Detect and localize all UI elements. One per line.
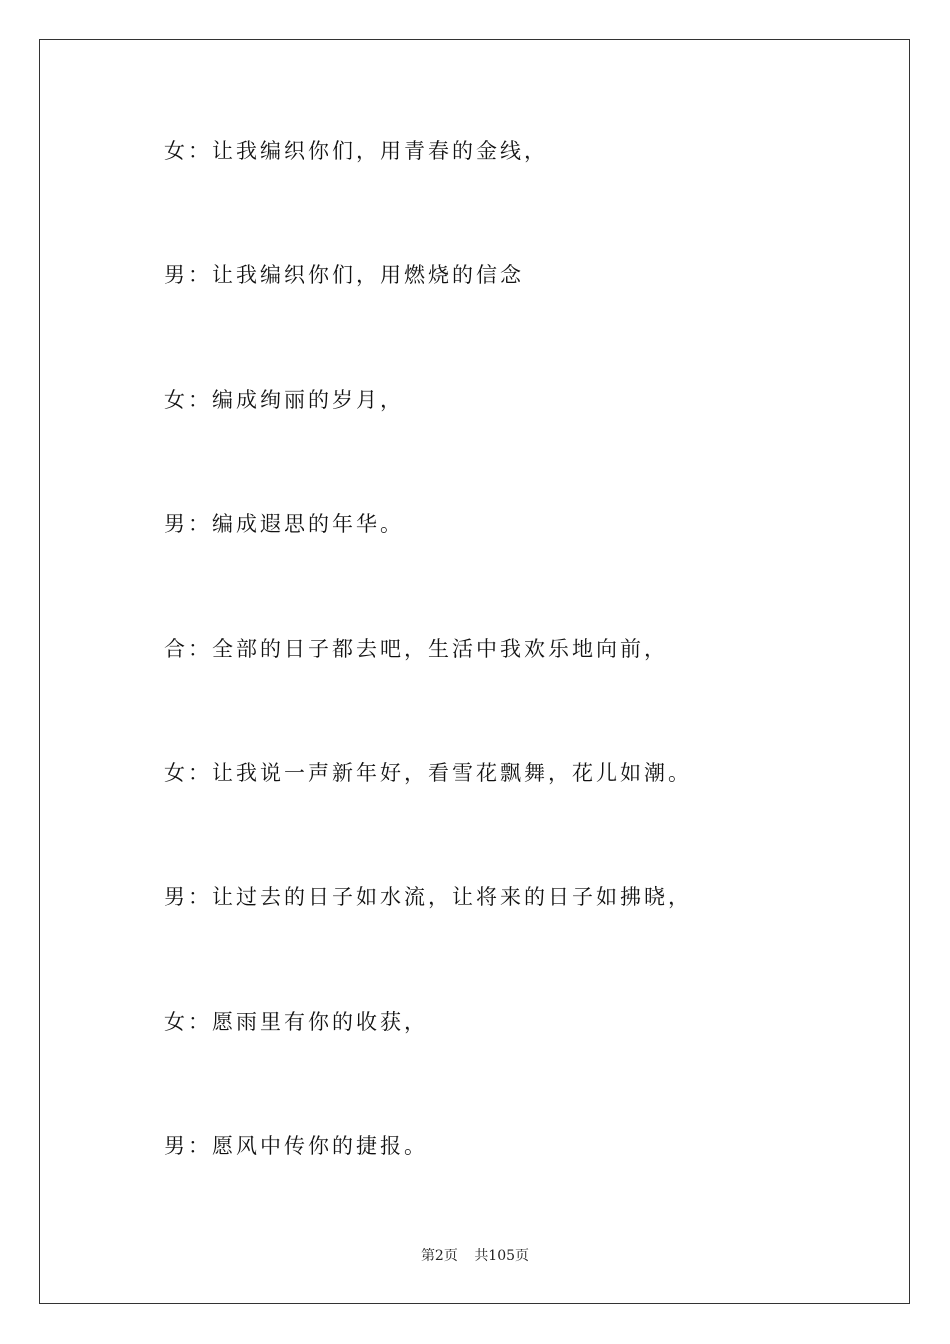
page-number: 第2页 bbox=[420, 1248, 458, 1264]
dialogue-line-6: 女：让我说一声新年好，看雪花飘舞，花儿如潮。 bbox=[164, 761, 692, 785]
dialogue-line-9: 男：愿风中传你的捷报。 bbox=[164, 1134, 428, 1158]
dialogue-line-3: 女：编成绚丽的岁月， bbox=[164, 388, 404, 412]
page-border bbox=[39, 39, 910, 1304]
dialogue-line-7: 男：让过去的日子如水流，让将来的日子如拂晓， bbox=[164, 885, 692, 909]
page-footer bbox=[0, 1247, 950, 1265]
dialogue-line-8: 女：愿雨里有你的收获， bbox=[164, 1010, 428, 1034]
dialogue-line-5: 合：全部的日子都去吧，生活中我欢乐地向前， bbox=[164, 637, 668, 661]
dialogue-line-2: 男：让我编织你们，用燃烧的信念 bbox=[164, 263, 524, 287]
total-pages: 共105页 bbox=[474, 1248, 530, 1264]
dialogue-line-4: 男：编成遐思的年华。 bbox=[164, 512, 404, 536]
dialogue-line-1: 女：让我编织你们，用青春的金线， bbox=[164, 139, 548, 163]
